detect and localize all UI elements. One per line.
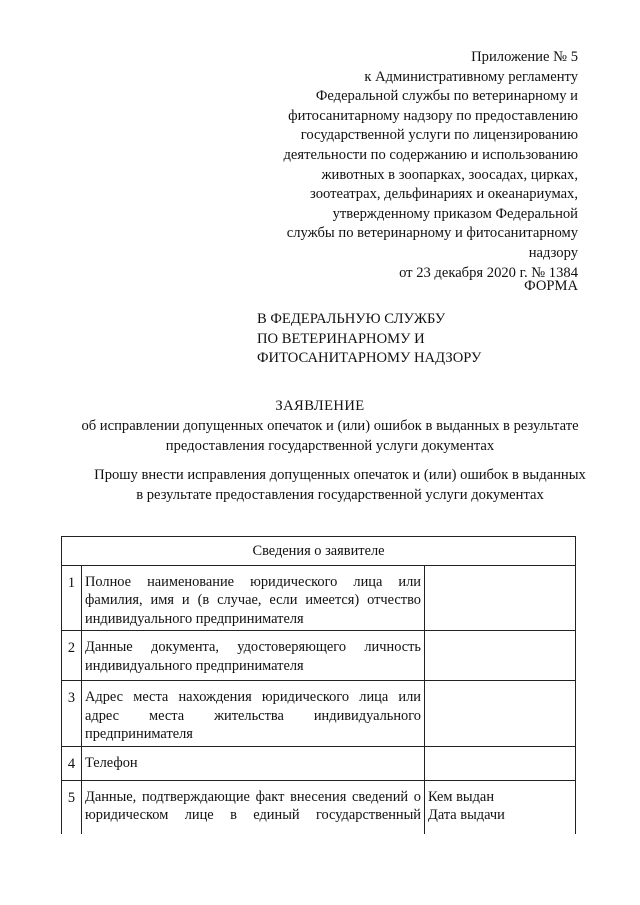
request-line: Прошу внести исправления допущенных опечаток и (или) ошибок в выданных <box>94 467 586 483</box>
row-label-line: Телефон <box>85 754 138 771</box>
row-label <box>82 780 425 834</box>
appendix-line: надзору <box>528 244 578 261</box>
row-label-line: Полное наименование юридического лица или <box>85 573 421 590</box>
row-value-cell[interactable] <box>425 746 576 780</box>
appendix-line: деятельности по содержанию и использованию <box>283 146 578 163</box>
appendix-line: зоотеатрах, дельфинариях и океанариумах, <box>310 186 578 203</box>
row-number: 1 <box>62 565 82 631</box>
appendix-line: государственной услуги по лицензированию <box>300 127 578 144</box>
row-label-line: фамилия, имя и (в случае, если имеется) отчество <box>85 592 421 608</box>
table-header-row <box>62 537 576 566</box>
row-number: 4 <box>62 746 82 780</box>
appendix-line: службы по ветеринарному и фитосанитарному <box>286 225 578 242</box>
row-label-line: адрес места жительства индивидуального <box>85 707 421 724</box>
statement-title: ЗАЯВЛЕНИЕ <box>275 398 365 414</box>
issue-date-label: Дата выдачи <box>428 807 505 823</box>
applicant-info-table <box>61 536 576 834</box>
request-text <box>40 466 640 505</box>
table-header: Сведения о заявителе <box>62 537 576 566</box>
row-number: 2 <box>62 631 82 681</box>
statement-subtitle-line: предоставления государственной услуги документах <box>165 437 495 454</box>
appendix-line: фитосанитарному надзору по предоставлению <box>288 107 578 124</box>
appendix-line: от 23 декабря 2020 г. № 1384 <box>399 264 578 281</box>
row-label <box>82 631 425 681</box>
statement-subtitle-line: об исправлении допущенных опечаток и (или) ошибок в выданных в результате <box>81 418 579 434</box>
table-row <box>62 780 576 834</box>
appendix-line: Федеральной службы по ветеринарному и <box>315 88 578 105</box>
issued-by-label: Кем выдан <box>428 788 495 805</box>
row-label <box>82 746 425 780</box>
row-value-cell[interactable] <box>425 631 576 681</box>
statement-subtitle <box>40 417 620 456</box>
table-row <box>62 681 576 747</box>
row-label <box>82 681 425 747</box>
appendix-line: утвержденному приказом Федеральной <box>332 205 578 222</box>
row-value-cell[interactable] <box>425 780 576 834</box>
row-label-line: Данные документа, удостоверяющего личность <box>85 639 421 655</box>
row-label-line: юридическом лице в единый государственный <box>85 807 421 823</box>
row-label-line: предпринимателя <box>85 726 193 742</box>
appendix-block <box>158 48 578 283</box>
appendix-line: животных в зоопарках, зоосадах, цирках, <box>321 166 578 183</box>
table-row <box>62 746 576 780</box>
row-value-cell[interactable] <box>425 681 576 747</box>
addressee-line: В ФЕДЕРАЛЬНУЮ СЛУЖБУ <box>257 311 446 327</box>
row-label-line: индивидуального предпринимателя <box>85 610 304 627</box>
row-number: 5 <box>62 780 82 834</box>
addressee-line: ФИТОСАНИТАРНОМУ НАДЗОРУ <box>257 350 482 366</box>
addressee-block <box>257 310 481 369</box>
table-row <box>62 631 576 681</box>
appendix-line: Приложение № 5 <box>471 49 578 65</box>
row-label-line: Адрес места нахождения юридического лица или <box>85 689 421 705</box>
addressee-line: ПО ВЕТЕРИНАРНОМУ И <box>257 330 425 347</box>
row-label-line: индивидуального предпринимателя <box>85 657 304 674</box>
row-value-cell[interactable] <box>425 565 576 631</box>
row-label <box>82 565 425 631</box>
request-line: в результате предоставления государственной услуги документах <box>136 486 544 503</box>
table-row <box>62 565 576 631</box>
appendix-line: к Административному регламенту <box>364 68 578 85</box>
row-label-line: Данные, подтверждающие факт внесения сведений о <box>85 788 421 805</box>
row-number: 3 <box>62 681 82 747</box>
form-label: ФОРМА <box>524 278 578 294</box>
